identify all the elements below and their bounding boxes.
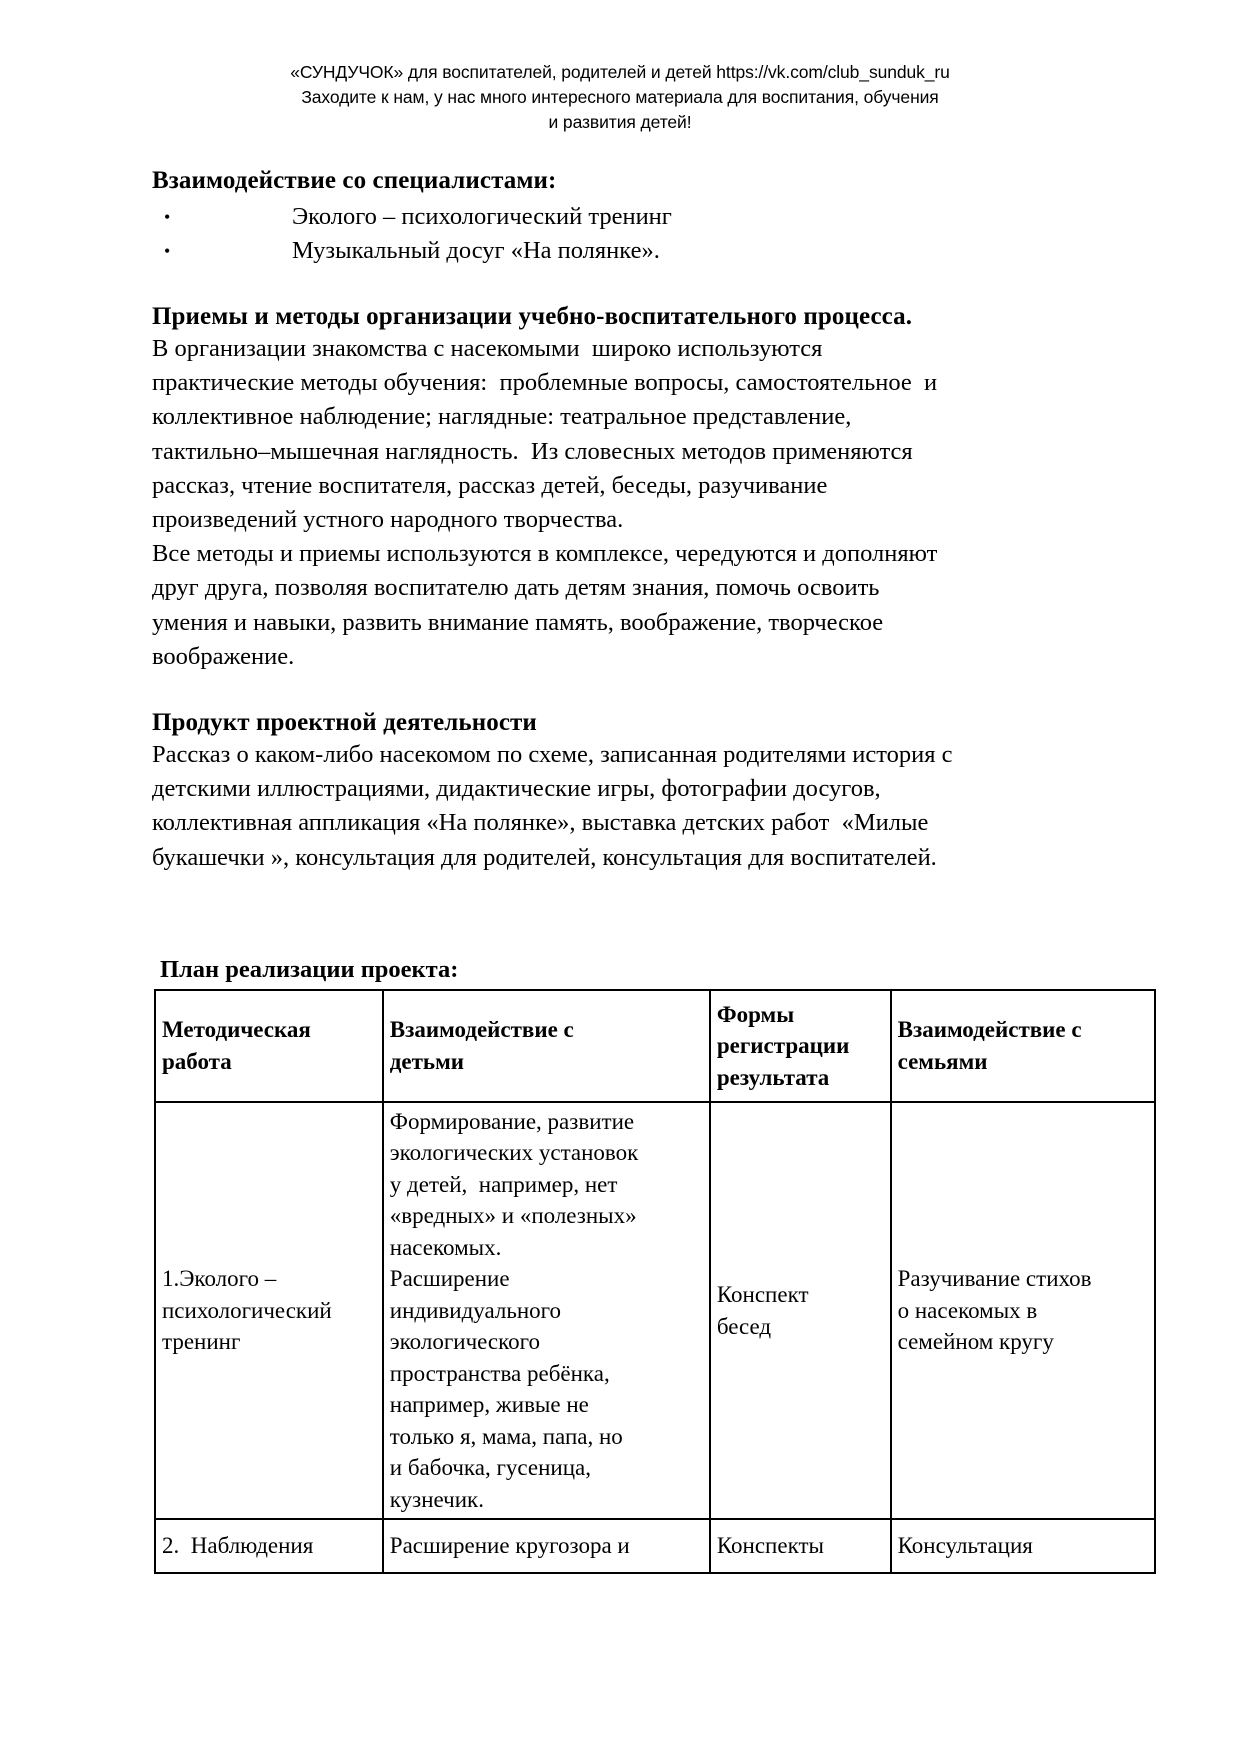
table-header-cell-children — [383, 990, 710, 1102]
text-line: умения и навыки, развить внимание память, воображение, творческое — [152, 608, 884, 636]
text-line: работа — [162, 1048, 232, 1074]
text-line: друг друга, позволяя воспитателю дать детям знания, помочь освоить — [152, 574, 880, 602]
text-line: экологических установок — [389, 1140, 639, 1166]
bullet-icon: • — [164, 207, 171, 227]
list-item-label: Музыкальный досуг «На полянке». — [292, 237, 660, 264]
table-header-cell-method-work — [155, 990, 383, 1102]
product-paragraph — [152, 738, 1092, 875]
text-line: тактильно–мышечная наглядность. Из словесных методов применяются — [152, 437, 913, 465]
text-line: кузнечик. — [389, 1486, 484, 1512]
list-item — [152, 200, 1092, 234]
text-line: семейном кругу — [897, 1329, 1054, 1355]
text-line: Расширение — [389, 1266, 510, 1292]
bullet-icon: • — [164, 241, 171, 261]
table-header-cell-families — [891, 990, 1155, 1102]
text-line: коллективная аппликация «На полянке», выставка детских работ «Милые — [152, 809, 929, 837]
table-row — [155, 1102, 1155, 1520]
list-item-label: Эколого – психологический тренинг — [292, 203, 672, 230]
header-line-2: Заходите к нам, у нас много интересного материала для воспитания, обучения — [301, 87, 939, 107]
text-line: и бабочка, гусеница, — [389, 1455, 591, 1481]
text-line: Конспект — [716, 1282, 809, 1308]
table-header-cell-result-forms — [710, 990, 891, 1102]
text-line: практические методы обучения: проблемные вопросы, самостоятельное и — [152, 369, 938, 397]
text-line: Рассказ о каком-либо насекомом по схеме, записанная родителями история с — [152, 741, 953, 769]
text-line: результата — [716, 1064, 830, 1090]
section-title-specialists: Взаимодействие со специалистами: — [152, 167, 557, 194]
text-line: воображение. — [152, 642, 295, 670]
text-line: семьями — [897, 1048, 988, 1074]
document-body — [152, 166, 1092, 1574]
text-line: насекомых. — [389, 1234, 502, 1260]
section-title-methods: Приемы и методы организации учебно-воспитательного процесса. — [152, 303, 913, 330]
text-line: психологический — [162, 1297, 332, 1323]
header-line-1: «СУНДУЧОК» для воспитателей, родителей и детей https://vk.com/club_sunduk_ru — [290, 62, 950, 82]
plan-title: План реализации проекта: — [160, 955, 459, 983]
header-line-3: и развития детей! — [548, 112, 692, 132]
text-line: о насекомых в — [897, 1297, 1038, 1323]
page-header — [0, 60, 1240, 135]
table-header-row — [155, 990, 1155, 1102]
text-line: 1.Эколого – — [162, 1266, 277, 1292]
specialists-list — [152, 200, 1092, 268]
text-line: рассказ, чтение воспитателя, рассказ детей, беседы, разучивание — [152, 471, 828, 499]
text-line: Консультация — [897, 1533, 1033, 1559]
table-row — [155, 1519, 1155, 1573]
text-line: произведений устного народного творчества. — [152, 506, 624, 534]
list-item — [152, 234, 1092, 268]
text-line: Все методы и приемы используются в комплексе, чередуются и дополняют — [152, 540, 938, 568]
text-line: 2. Наблюдения — [162, 1533, 314, 1559]
text-line: Методическая — [162, 1017, 311, 1043]
text-line: букашечки », консультация для родителей, консультация для воспитателей. — [152, 843, 937, 871]
text-line: коллективное наблюдение; наглядные: театральное представление, — [152, 403, 852, 431]
table-cell-result-forms — [710, 1519, 891, 1573]
text-line: регистрации — [716, 1033, 850, 1059]
text-line: детьми — [389, 1048, 465, 1074]
table-cell-result-forms — [710, 1102, 891, 1520]
text-line: пространства ребёнка, — [389, 1360, 610, 1386]
text-line: Расширение кругозора и — [389, 1533, 630, 1559]
text-line: индивидуального — [389, 1297, 562, 1323]
methods-paragraph-1 — [152, 332, 1092, 537]
methods-paragraph-2 — [152, 537, 1092, 674]
table-cell-method-work — [155, 1102, 383, 1520]
table-cell-children — [383, 1102, 710, 1520]
text-line: Формы — [716, 1001, 795, 1027]
text-line: Формирование, развитие — [389, 1108, 635, 1134]
text-line: бесед — [716, 1313, 772, 1339]
table-cell-families — [891, 1102, 1155, 1520]
table-cell-method-work — [155, 1519, 383, 1573]
text-line: «вредных» и «полезных» — [389, 1203, 637, 1229]
text-line: тренинг — [162, 1329, 241, 1355]
text-line: Конспекты — [716, 1533, 824, 1559]
text-line: Разучивание стихов — [897, 1266, 1092, 1292]
text-line: Взаимодействие с — [389, 1017, 574, 1043]
plan-table — [154, 989, 1156, 1575]
text-line: например, живые не — [389, 1392, 589, 1418]
table-cell-families — [891, 1519, 1155, 1573]
table-cell-children — [383, 1519, 710, 1573]
text-line: у детей, например, нет — [389, 1171, 618, 1197]
section-title-product: Продукт проектной деятельности — [152, 709, 537, 737]
text-line: Взаимодействие с — [897, 1017, 1082, 1043]
text-line: только я, мама, папа, но — [389, 1423, 623, 1449]
text-line: экологического — [389, 1329, 540, 1355]
text-line: детскими иллюстрациями, дидактические игры, фотографии досугов, — [152, 775, 881, 803]
text-line: В организации знакомства с насекомыми широко используются — [152, 335, 823, 362]
